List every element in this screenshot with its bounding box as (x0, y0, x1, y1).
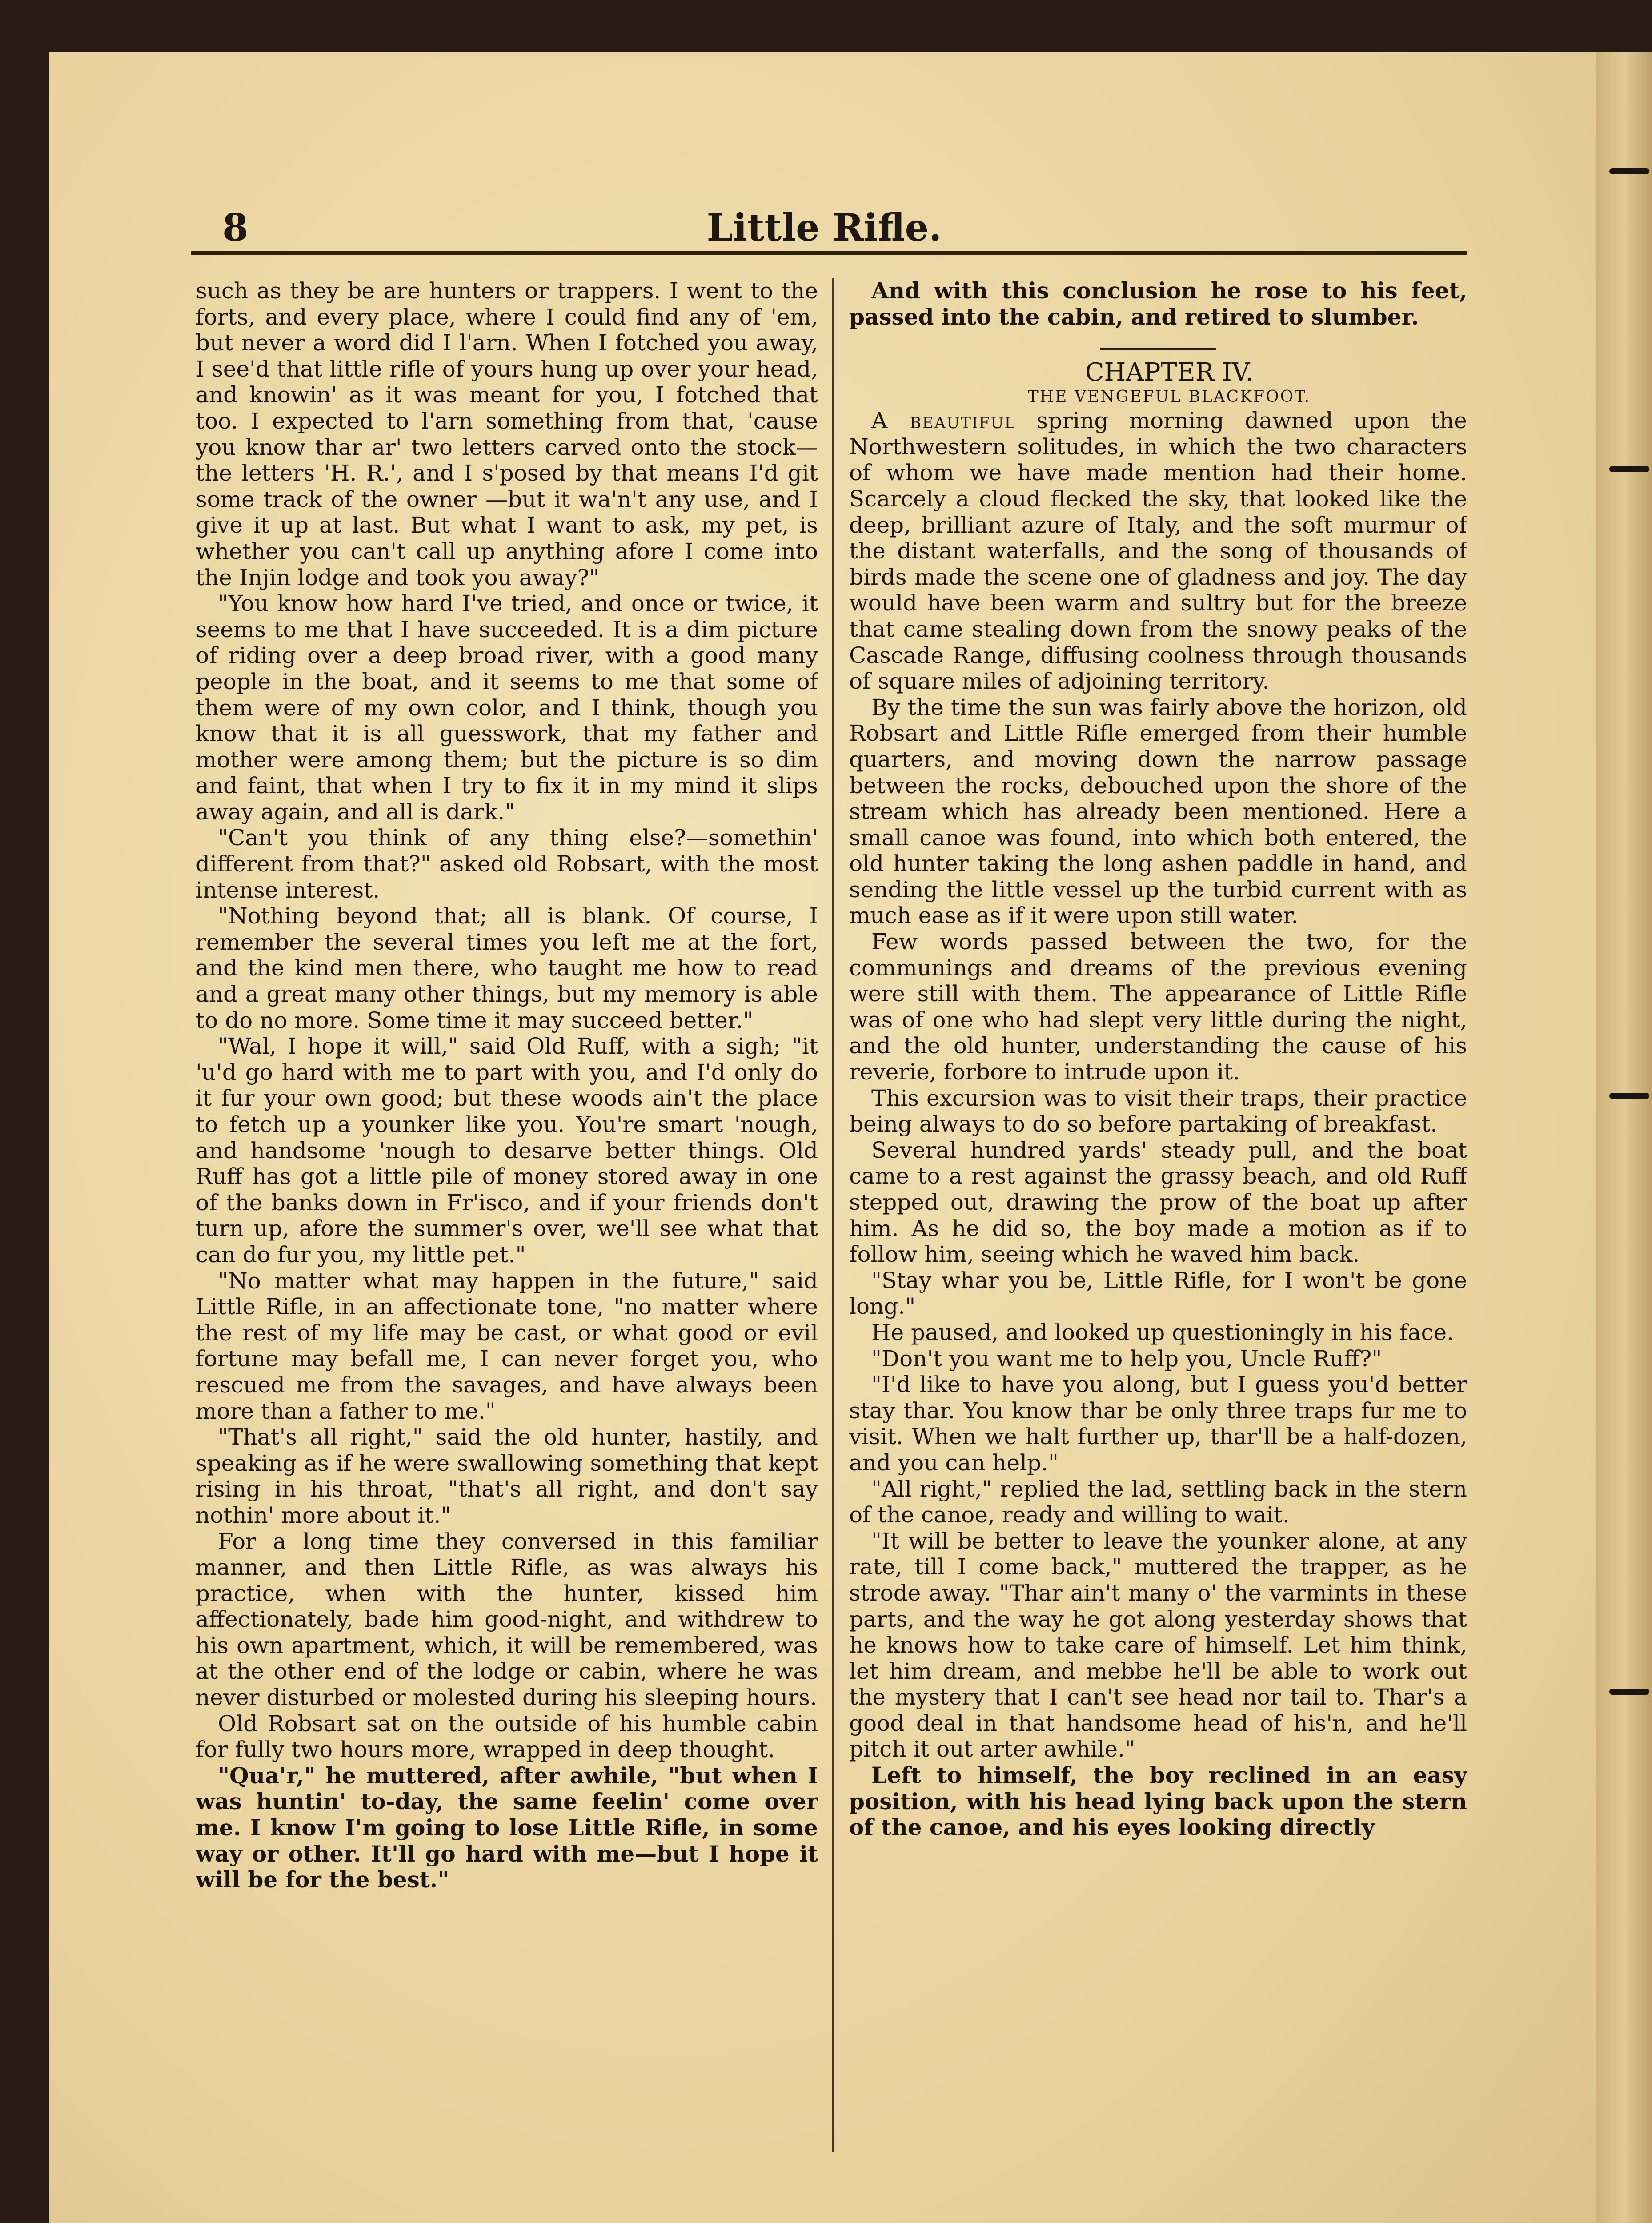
paragraph: "You know how hard I've tried, and once or twice, it seems to me that I have succeeded. It is a dim picture of riding over a deep broad river, with a good many people in the boat, and it seems to me that some of them were of my own color, and I think, though you know that it is all guesswork, that my father and mother were among them; but the picture is so dim and faint, that when I try to fix it in my mind it slips away again, and all is dark." (196, 590, 818, 825)
binding-edge (1596, 52, 1652, 2223)
paragraph: "That's all right," said the old hunter, hastily, and speaking as if he were swallowing something that kept rising in his throat, "that's all right, and don't say nothin' more about it." (196, 1424, 818, 1528)
paragraph: Several hundred yards' steady pull, and the boat came to a rest against the grassy beach, and old Ruff stepped out, drawing the prow of the boat up after him. As he did so, the boy made a motion as if to follow him, seeing which he waved him back. (849, 1137, 1467, 1268)
binding-stitch (1609, 466, 1649, 472)
paragraph: "Can't you think of any thing else?—somethin' different from that?" asked old Robsart, with the most intense interest. (196, 825, 818, 903)
chapter-subtitle: THE VENGEFUL BLACKFOOT. (1027, 388, 1311, 406)
paragraph: This excursion was to visit their traps, their practice being always to do so before partaking of breakfast. (849, 1085, 1467, 1137)
chapter-opening-text: spring morning dawned upon the Northwestern solitudes, in which the two characters of whom we have made mention had their home. Scarcely a cloud flecked the sky, that looked like the deep, brilliant azure of Italy, and the soft murmur of the distant waterfalls, and the song of thousands of birds made the scene one of gladness and joy. The day would have been warm and sultry but for the breeze that came stealing down from the snowy peaks of the Cascade Range, diffusing coolness through thousands of square miles of adjoining territory. (849, 408, 1467, 694)
paragraph: "I'd like to have you along, but I guess you'd better stay thar. You know thar be only three traps fur me to visit. When we halt further up, thar'll be a half-dozen, and you can help." (849, 1372, 1467, 1476)
page-number: 8 (222, 205, 249, 249)
chapter-title: CHAPTER IV. (1085, 358, 1254, 387)
paragraph: "Stay whar you be, Little Rifle, for I won't be gone long." (849, 1267, 1467, 1320)
paragraph: Left to himself, the boy reclined in an easy position, with his head lying back upon the stern of the canoe, and his eyes looking directly (849, 1762, 1467, 1841)
paragraph: Few words passed between the two, for the communings and dreams of the previous evening were still with them. The appearance of Little Rifle was of one who had slept very little during the night, and the old hunter, understanding the cause of his reverie, forbore to intrude upon it. (849, 929, 1467, 1085)
chapter-opening-words: A beautiful (871, 408, 1016, 434)
paragraph: And with this conclusion he rose to his feet, passed into the cabin, and retired to slumber. (849, 278, 1467, 330)
paragraph: He paused, and looked up questioningly in his face. (871, 1319, 1454, 1345)
paragraph: Old Robsart sat on the outside of his humble cabin for fully two hours more, wrapped in deep thought. (196, 1710, 818, 1763)
paragraph: By the time the sun was fairly above the horizon, old Robsart and Little Rifle emerged from their humble quarters, and moving down the narrow passage between the rocks, debouched upon the shore of the stream which has already been mentioned. Here a small canoe was found, into which both entered, the old hunter taking the long ashen paddle in hand, and sending the little vessel up the turbid current with as much ease as if it were upon still water. (849, 694, 1467, 929)
paragraph: "Qua'r," he muttered, after awhile, "but when I was huntin' to-day, the same feelin' come over me. I know I'm going to lose Little Rifle, in some way or other. It'll go hard with me—but I hope it will be for the best." (196, 1762, 818, 1893)
binding-stitch (1609, 1689, 1649, 1695)
paragraph: For a long time they conversed in this familiar manner, and then Little Rifle, as was always his practice, when with the hunter, kissed him affectionately, bade him good-night, and withdrew to his own apartment, which, it will be remembered, was at the other end of the lodge or cabin, where he was never disturbed or molested during his sleeping hours. (196, 1528, 818, 1711)
binding-stitch (1609, 1093, 1649, 1099)
paragraph: "Nothing beyond that; all is blank. Of course, I remember the several times you left me at the fort, and the kind men there, who taught me how to read and a great many other things, but my memory is able to do no more. Some time it may succeed better." (196, 903, 818, 1033)
column-divider (832, 278, 834, 2152)
paragraph: "No matter what may happen in the future," said Little Rifle, in an affectionate tone, "no matter where the rest of my life may be cast, or what good or evil fortune may befall me, I can never forget you, who rescued me from the savages, and have always been more than a father to me." (196, 1268, 818, 1424)
header-rule (191, 251, 1467, 255)
paragraph: "All right," replied the lad, settling back in the stern of the canoe, ready and willing to wait. (849, 1476, 1467, 1528)
chapter-rule (1100, 348, 1216, 350)
paragraph (849, 408, 1467, 694)
paragraph: "Don't you want me to help you, Uncle Ruff?" (871, 1345, 1382, 1372)
right-column (849, 278, 1467, 2152)
running-title: Little Rifle. (706, 205, 942, 249)
binding-stitch (1609, 168, 1649, 174)
page-header (179, 201, 1470, 254)
paragraph: "Wal, I hope it will," said Old Ruff, with a sigh; "it 'u'd go hard with me to part with you, and I'd only do it fur your own good; but these woods ain't the place to fetch up a younker like you. You're smart 'nough, and handsome 'nough to desarve better things. Old Ruff has got a little pile of money stored away in one of the banks down in Fr'isco, and if your friends don't turn up, afore the summer's over, we'll see what that can do fur you, my little pet." (196, 1033, 818, 1268)
paragraph: "It will be better to leave the younker alone, at any rate, till I come back," muttered the trapper, as he strode away. "Thar ain't many o' the varmints in these parts, and the way he got along yesterday shows that he knows how to take care of himself. Let him think, let him dream, and mebbe he'll be able to work out the mystery that I can't see head nor tail to. Thar's a good deal in that handsome head of his'n, and he'll pitch it out arter awhile." (849, 1528, 1467, 1762)
paragraph: such as they be are hunters or trappers. I went to the forts, and every place, where I could find any of 'em, but never a word did I l'arn. When I fotched you away, I see'd that little rifle of yours hung up over your head, and knowin' as it was meant for you, I fotched that too. I expected to l'arn something from that, 'cause you know thar ar' two letters carved onto the stock—the letters 'H. R.', and I s'posed by that means I'd git some track of the owner —but it wa'n't any use, and I give it up at last. But what I want to ask, my pet, is whether you can't call up anything afore I come into the Injin lodge and took you away?" (196, 278, 818, 590)
left-column (196, 278, 818, 2152)
